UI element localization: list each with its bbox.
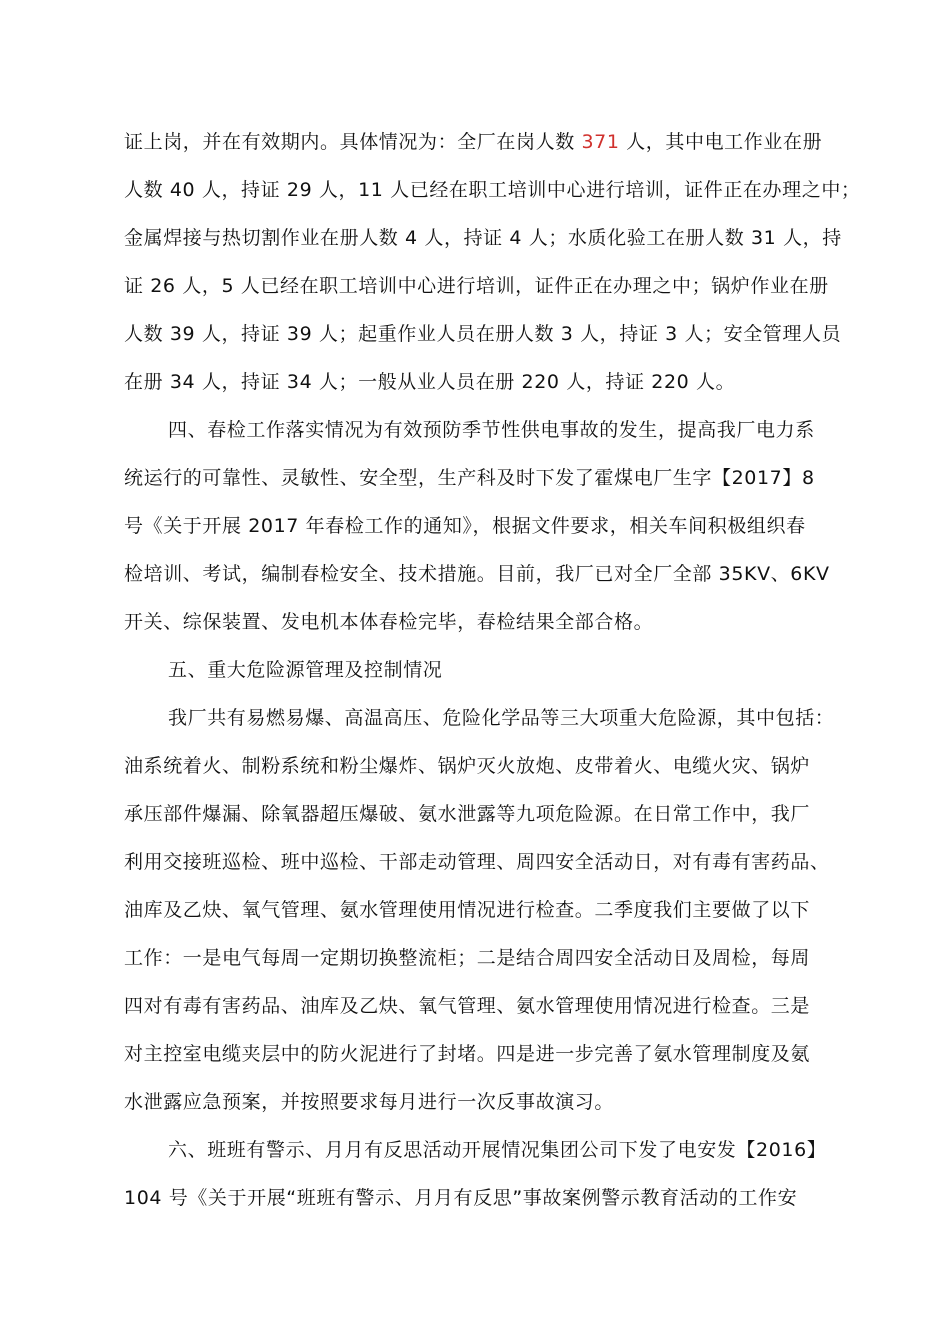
paragraph-line-17: 油库及乙炔、氧气管理、氨水管理使用情况进行检查。二季度我们主要做了以下 [124,899,811,921]
paragraph-line-4: 证 26 人，5 人已经在职工培训中心进行培训，证件正在办理之中；锅炉作业在册 [124,275,829,297]
paragraph-line-5: 人数 39 人，持证 39 人；起重作业人员在册人数 3 人，持证 3 人；安全管理人员 [124,323,842,345]
paragraph-line-20: 对主控室电缆夹层中的防火泥进行了封堵。四是进一步完善了氨水管理制度及氨 [124,1043,811,1065]
paragraph-line-11: 开关、综保装置、发电机本体春检完毕，春检结果全部合格。 [124,611,654,633]
paragraph-line-2: 人数 40 人，持证 29 人，11 人已经在职工培训中心进行培训，证件正在办理之中； [124,179,861,201]
paragraph-line-3: 金属焊接与热切割作业在册人数 4 人，持证 4 人；水质化验工在册人数 31 人，持 [124,227,842,249]
paragraph-line-6: 在册 34 人，持证 34 人；一般从业人员在册 220 人，持证 220 人。 [124,371,736,393]
paragraph-line-23: 104 号《关于开展“班班有警示、月月有反思”事故案例警示教育活动的工作安 [124,1187,798,1209]
paragraph-line-9: 号《关于开展 2017 年春检工作的通知》，根据文件要求，相关车间积极组织春 [124,515,806,537]
paragraph-line-16: 利用交接班巡检、班中巡检、干部走动管理、周四安全活动日，对有毒有害药品、 [124,851,830,873]
section-5-heading: 五、重大危险源管理及控制情况 [168,659,443,681]
paragraph-line-14: 油系统着火、制粉系统和粉尘爆炸、锅炉灭火放炮、皮带着火、电缆火灾、锅炉 [124,755,811,777]
paragraph-line-1 [124,127,822,157]
section-4-heading-line: 四、春检工作落实情况为有效预防季节性供电事故的发生，提高我厂电力系 [168,419,815,441]
on-duty-count-highlight: 371 [581,131,620,153]
section-6-heading-line: 六、班班有警示、月月有反思活动开展情况集团公司下发了电安发【2016】 [168,1139,827,1161]
paragraph-line-19: 四对有毒有害药品、油库及乙炔、氧气管理、氨水管理使用情况进行检查。三是 [124,995,811,1017]
paragraph-line-10: 检培训、考试，编制春检安全、技术措施。目前，我厂已对全厂全部 35KV、6KV [124,563,830,585]
line-1-suffix: 人，其中电工作业在册 [619,131,823,153]
paragraph-line-13: 我厂共有易燃易爆、高温高压、危险化学品等三大项重大危险源，其中包括： [168,707,835,729]
paragraph-line-8: 统运行的可靠性、灵敏性、安全型，生产科及时下发了霍煤电厂生字【2017】8 [124,467,815,489]
paragraph-line-15: 承压部件爆漏、除氧器超压爆破、氨水泄露等九项危险源。在日常工作中，我厂 [124,803,811,825]
paragraph-line-18: 工作：一是电气每周一定期切换整流柜；二是结合周四安全活动日及周检，每周 [124,947,811,969]
paragraph-line-21: 水泄露应急预案，并按照要求每月进行一次反事故演习。 [124,1091,615,1113]
line-1-prefix: 证上岗，并在有效期内。具体情况为：全厂在岗人数 [124,131,582,153]
